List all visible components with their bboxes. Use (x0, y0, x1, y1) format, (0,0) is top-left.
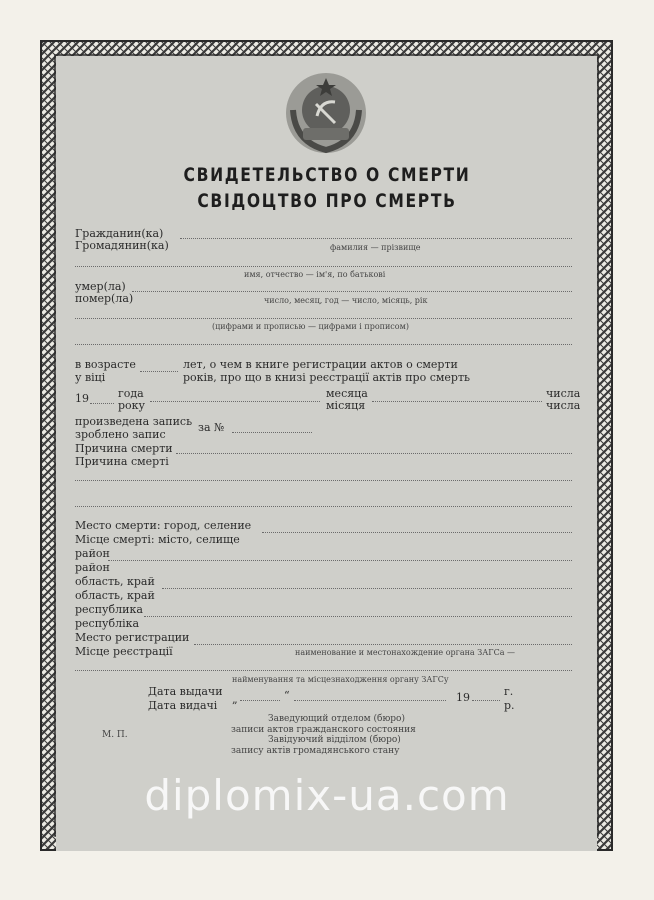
region-field[interactable] (162, 588, 572, 589)
issue-month-field[interactable] (294, 700, 446, 701)
cause-label-uk: Причина смерті (75, 455, 169, 468)
died-label-uk: помер(ла) (75, 292, 134, 305)
age-label-uk-a: у віці (75, 371, 106, 384)
year-label-ru: года (118, 387, 144, 400)
month-label-uk: місяця (326, 399, 366, 412)
record-label-uk: зроблено запис (75, 428, 166, 441)
head-ru-1: Заведующий отделом (бюро) (268, 714, 405, 724)
issue-year-prefix: 19 (456, 691, 470, 704)
region-label-uk: область, край (75, 589, 155, 602)
republic-label-uk: республіка (75, 617, 140, 630)
cause-field-2[interactable] (75, 480, 572, 481)
death-date-field-2[interactable] (75, 318, 572, 319)
watermark: diplomix-ua.com (144, 771, 510, 820)
regplace-label-uk: Місце реєстрації (75, 645, 173, 658)
record-number-label: за № (198, 421, 225, 434)
death-date-field[interactable] (132, 291, 572, 292)
head-uk-2: запису актів громадянського стану (231, 746, 400, 756)
month-field[interactable] (150, 401, 320, 402)
surname-hint: фамилия — прізвище (330, 243, 421, 252)
district-field[interactable] (108, 560, 572, 561)
day-field[interactable] (372, 401, 542, 402)
open-quote: „ (232, 693, 238, 706)
place-label-ru: Место смерти: город, селение (75, 519, 252, 532)
issue-year-field[interactable] (472, 700, 500, 701)
day-label-ru: числа (546, 387, 581, 400)
citizen-label-ru: Гражданин(ка) (75, 227, 164, 240)
year-field[interactable] (90, 403, 114, 404)
year-abbr-uk: р. (504, 699, 515, 712)
cause-label-ru: Причина смерти (75, 442, 173, 455)
name-hint: имя, отчество — ім'я, по батькові (244, 270, 386, 279)
close-quote: “ (284, 689, 290, 702)
month-label-ru: месяца (326, 387, 368, 400)
day-label-uk: числа (546, 399, 581, 412)
regplace-label-ru: Место регистрации (75, 631, 190, 644)
head-ru-2: записи актов гражданского состояния (231, 725, 416, 735)
name-field[interactable] (75, 266, 572, 267)
age-label-uk-b: років, про що в книзі реєстрації актів про смерть (183, 371, 471, 384)
regplace-field[interactable] (194, 644, 572, 645)
region-label-ru: область, край (75, 575, 155, 588)
issue-label-ru: Дата выдачи (148, 685, 223, 698)
org-hint-ru: наименование и местонахождение органа ЗАГСа — (295, 648, 516, 657)
republic-field[interactable] (144, 616, 572, 617)
ussr-emblem-icon (283, 70, 369, 156)
cause-field[interactable] (176, 453, 572, 454)
org-hint-uk: найменування та місцезнаходження органу ЗАГСу (232, 675, 449, 684)
stamp-label: М. П. (102, 730, 128, 740)
place-field[interactable] (262, 532, 572, 533)
issue-label-uk: Дата видачі (148, 699, 218, 712)
died-label-ru: умер(ла) (75, 280, 126, 293)
head-uk-1: Завідуючий відділом (бюро) (268, 735, 401, 745)
cause-field-3[interactable] (75, 506, 572, 507)
year-prefix: 19 (75, 392, 89, 405)
age-label-ru-a: в возрасте (75, 358, 136, 371)
digits-hint: (цифрами и прописью — цифрами і прописом) (212, 322, 409, 331)
title-ru: СВИДЕТЕЛЬСТВО О СМЕРТИ (183, 164, 471, 186)
record-label-ru: произведена запись (75, 415, 193, 428)
district-label-ru: район (75, 547, 110, 560)
record-number-field[interactable] (232, 432, 312, 433)
age-field[interactable] (140, 371, 178, 372)
place-label-uk: Місце смерті: місто, селище (75, 533, 240, 546)
regplace-field-2[interactable] (75, 670, 572, 671)
district-label-uk: район (75, 561, 110, 574)
age-label-ru-b: лет, о чем в книге регистрации актов о смерти (183, 358, 458, 371)
year-label-uk: року (118, 399, 146, 412)
death-date-field-3[interactable] (75, 344, 572, 345)
surname-field[interactable] (180, 238, 572, 239)
republic-label-ru: республика (75, 603, 143, 616)
date-hint: число, месяц, год — число, місяць, рік (264, 296, 428, 305)
citizen-label-uk: Громадянин(ка) (75, 239, 169, 252)
issue-day-field[interactable] (240, 700, 280, 701)
title-uk: СВІДОЦТВО ПРО СМЕРТЬ (197, 190, 457, 212)
year-abbr-ru: г. (504, 685, 514, 698)
